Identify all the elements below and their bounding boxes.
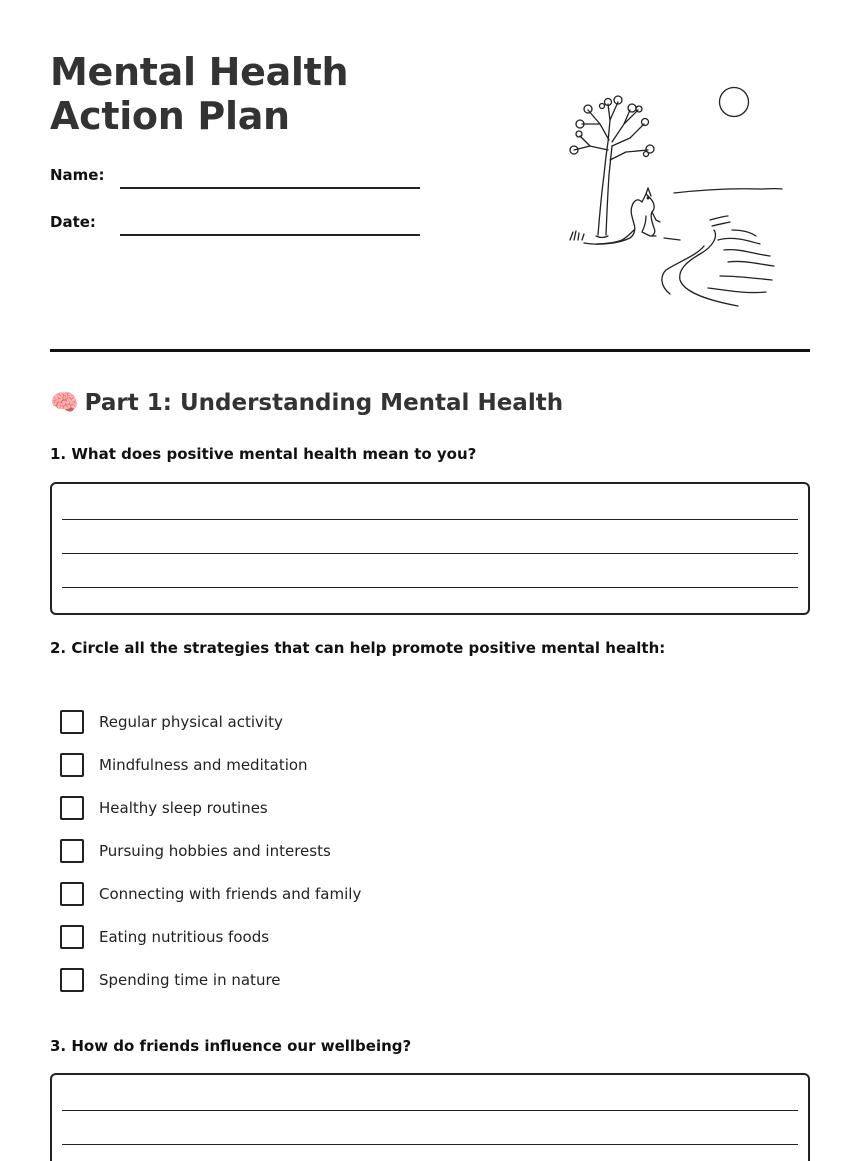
checklist-item[interactable] (60, 743, 361, 786)
checklist-item[interactable] (60, 700, 361, 743)
name-label: Name: (50, 166, 105, 184)
question-3: 3. How do friends influence our wellbeing? (50, 1037, 412, 1055)
checkbox[interactable] (60, 753, 84, 777)
checkbox[interactable] (60, 925, 84, 949)
section-title (50, 386, 563, 420)
page-title: Mental Health Action Plan (50, 50, 349, 138)
answer-line (62, 553, 798, 554)
answer-line (62, 1110, 798, 1111)
checklist-item-label: Healthy sleep routines (99, 798, 268, 817)
checkbox[interactable] (60, 710, 84, 734)
checklist-item[interactable] (60, 786, 361, 829)
checklist-item[interactable] (60, 958, 361, 1001)
checkbox[interactable] (60, 968, 84, 992)
checklist-item-label: Regular physical activity (99, 712, 283, 731)
brain-icon: 🧠 (50, 390, 79, 416)
sun-icon (720, 88, 749, 117)
checklist-item-label: Connecting with friends and family (99, 884, 362, 903)
question-2: 2. Circle all the strategies that can help promote positive mental health: (50, 639, 666, 657)
header-divider (50, 349, 810, 352)
strategy-checklist (60, 700, 361, 1001)
answer-line (62, 1144, 798, 1145)
checkbox[interactable] (60, 839, 84, 863)
answer-box-3[interactable] (50, 1073, 810, 1161)
name-field[interactable] (120, 187, 420, 189)
checkbox[interactable] (60, 882, 84, 906)
checklist-item-label: Spending time in nature (99, 970, 281, 989)
checklist-item-label: Eating nutritious foods (99, 927, 270, 946)
question-1: 1. What does positive mental health mean to you? (50, 445, 477, 463)
checklist-item[interactable] (60, 872, 361, 915)
checklist-item-label: Pursuing hobbies and interests (99, 841, 331, 860)
checklist-item[interactable] (60, 915, 361, 958)
date-field[interactable] (120, 234, 420, 236)
date-label: Date: (50, 213, 96, 231)
checklist-item[interactable] (60, 829, 361, 872)
answer-box-1[interactable] (50, 482, 810, 615)
answer-line (62, 519, 798, 520)
checklist-item-label: Mindfulness and meditation (99, 755, 308, 774)
section-title-text: Part 1: Understanding Mental Health (84, 390, 564, 416)
tree-kangaroo-river-sketch-icon (560, 80, 790, 315)
checkbox[interactable] (60, 796, 84, 820)
answer-line (62, 587, 798, 588)
